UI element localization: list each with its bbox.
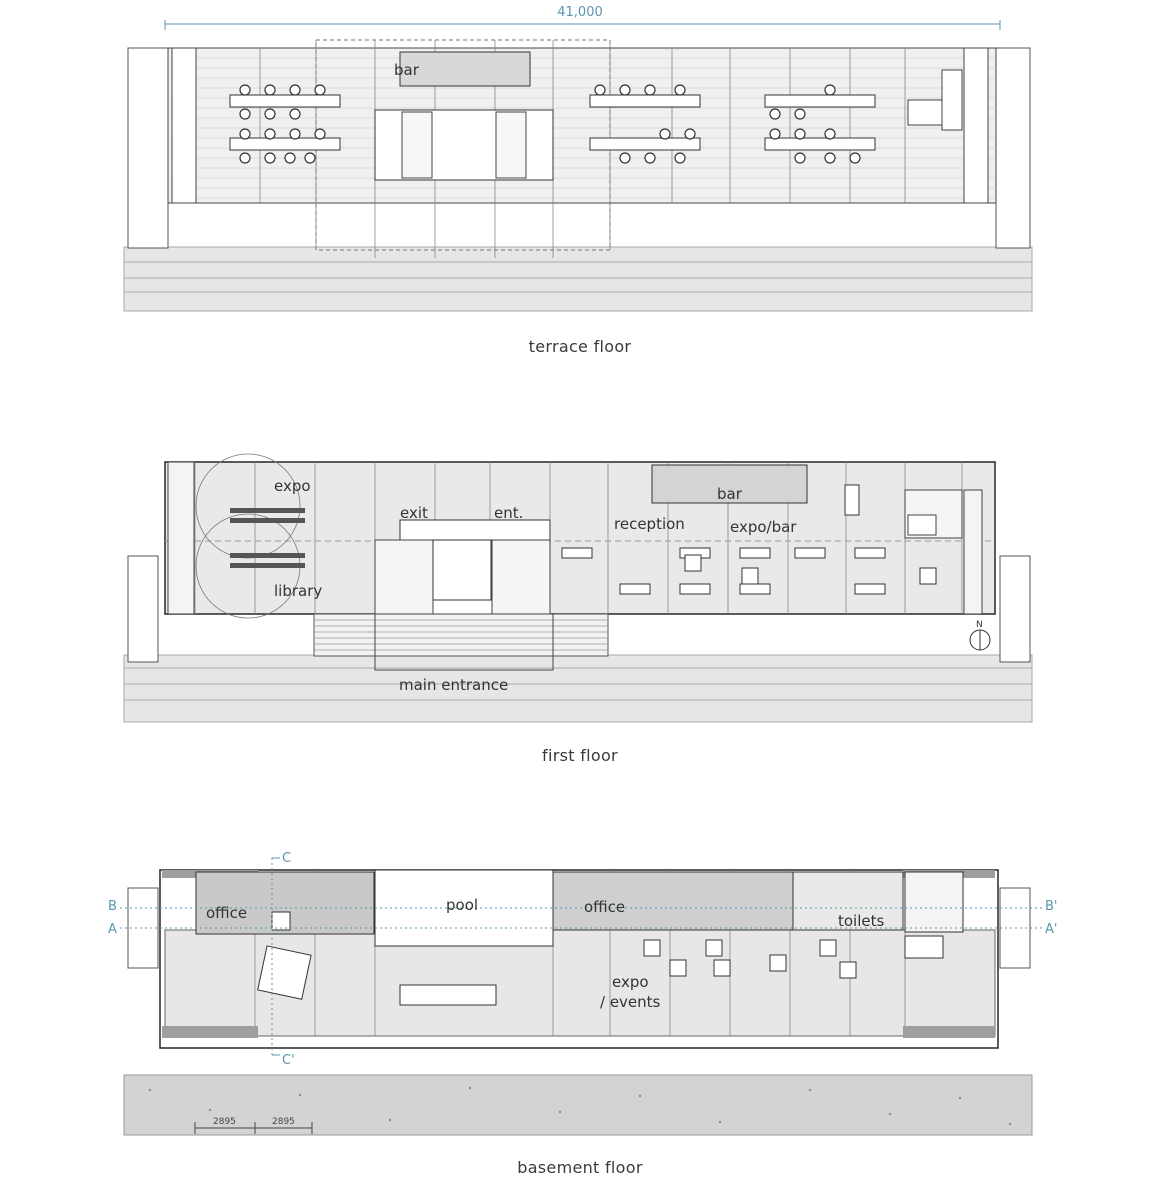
section-a-prime-label: A': [1045, 922, 1058, 937]
bay-dimension-left: 2895: [213, 1117, 236, 1127]
library-label: library: [274, 582, 323, 600]
office-left-label: office: [206, 904, 248, 922]
terrace-floor-caption: terrace floor: [528, 337, 632, 356]
first-floor-plan: [0, 450, 1160, 740]
pool-label: pool: [446, 896, 479, 914]
expo-events-label-2: / events: [600, 993, 661, 1011]
ent-label: ent.: [494, 504, 524, 522]
section-c-prime-label: C': [282, 1053, 295, 1068]
first-floor-caption: first floor: [542, 746, 618, 765]
section-c-label: C: [282, 851, 292, 866]
expo-events-label-1: expo: [612, 973, 649, 991]
main-entrance-label: main entrance: [399, 676, 509, 694]
expo-label: expo: [274, 477, 311, 495]
first-bar-label: bar: [717, 485, 742, 503]
office-right-label: office: [584, 898, 626, 916]
basement-floor-caption: basement floor: [517, 1158, 643, 1177]
section-b-prime-label: B': [1045, 899, 1058, 914]
toilets-label: toilets: [838, 912, 885, 930]
terrace-floor-plan: [0, 0, 1160, 330]
basement-floor-plan: [0, 845, 1160, 1145]
north-label: N: [976, 620, 983, 630]
expo-bar-label: expo/bar: [730, 518, 797, 536]
bay-dimension-right: 2895: [272, 1117, 295, 1127]
section-b-label: B: [108, 899, 117, 914]
reception-label: reception: [614, 515, 685, 533]
section-a-label: A: [108, 922, 117, 937]
overall-dimension-label: 41,000: [557, 5, 603, 20]
exit-label: exit: [400, 504, 428, 522]
terrace-bar-label: bar: [394, 61, 419, 79]
